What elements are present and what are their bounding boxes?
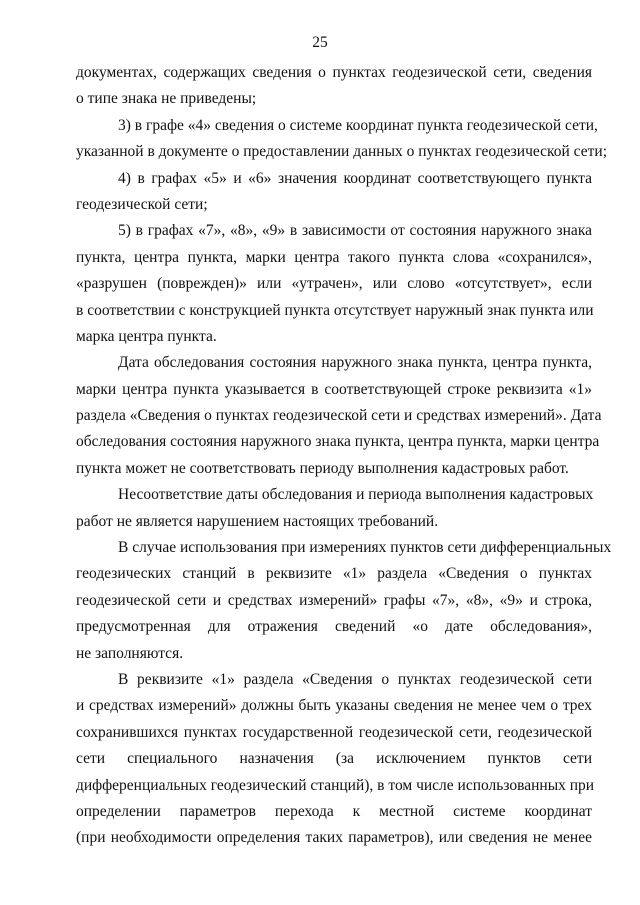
text-line: в соответствии с конструкцией пункта отсутствует наружный знак пункта или xyxy=(76,301,594,319)
text-line: дифференциальных геодезический станций), в том числе использованных при xyxy=(76,776,595,794)
text-line: 3) в графе «4» сведения о системе координат пункта геодезической сети, xyxy=(118,116,598,134)
text-line: марки центра пункта указывается в соответствующей строке реквизита «1» xyxy=(76,380,592,398)
text-line: 4) в графах «5» и «6» значения координат соответствующего пункта xyxy=(118,169,592,187)
text-line: сети специального назначения (за исключением пунктов сети xyxy=(76,750,592,768)
text-line: геодезической сети; xyxy=(76,195,208,213)
text-line: геодезической сети и средствах измерений» графы «7», «8», «9» и строка, xyxy=(76,591,592,609)
text-line: геодезических станций в реквизите «1» раздела «Сведения о пунктах xyxy=(76,565,592,583)
text-line: пункта, центра пункта, марки центра такого пункта слова «сохранился», xyxy=(76,248,592,266)
text-line: (при необходимости определения таких параметров), или сведения не менее xyxy=(76,829,592,847)
page-number: 25 xyxy=(312,34,328,51)
text-line: определении параметров перехода к местной системе координат xyxy=(76,802,592,820)
text-line: не заполняются. xyxy=(76,644,184,662)
text-line: В случае использования при измерениях пунктов сети дифференциальных xyxy=(118,539,612,557)
text-line: В реквизите «1» раздела «Сведения о пунктах геодезической сети xyxy=(118,670,592,688)
text-line: Дата обследования состояния наружного знака пункта, центра пункта, xyxy=(118,354,592,372)
text-line: «разрушен (поврежден)» или «утрачен», или слово «отсутствует», если xyxy=(76,275,592,293)
text-line: о типе знака не приведены; xyxy=(76,90,257,108)
text-line: сохранившихся пунктах государственной геодезической сети, геодезической xyxy=(76,723,592,741)
text-line: марка центра пункта. xyxy=(76,327,217,345)
text-line: предусмотренная для отражения сведений «о дате обследования», xyxy=(76,618,592,636)
text-line: 5) в графах «7», «8», «9» в зависимости от состояния наружного знака xyxy=(118,222,592,240)
text-line: обследования состояния наружного знака пункта, центра пункта, марки центра xyxy=(76,433,600,451)
text-line: Несоответствие даты обследования и периода выполнения кадастровых xyxy=(118,486,594,504)
text-line: раздела «Сведения о пунктах геодезической сети и средствах измерений». Дата xyxy=(76,407,602,425)
text-line: пункта может не соответствовать периоду выполнения кадастровых работ. xyxy=(76,459,569,477)
text-line: документах, содержащих сведения о пунктах геодезической сети, сведения xyxy=(76,64,592,81)
body-text xyxy=(76,60,612,852)
text-line: указанной в документе о предоставлении данных о пунктах геодезической сети; xyxy=(76,143,608,161)
text-line: работ не является нарушением настоящих требований. xyxy=(76,512,439,530)
text-line: и средствах измерений» должны быть указаны сведения не менее чем о трех xyxy=(76,697,592,715)
